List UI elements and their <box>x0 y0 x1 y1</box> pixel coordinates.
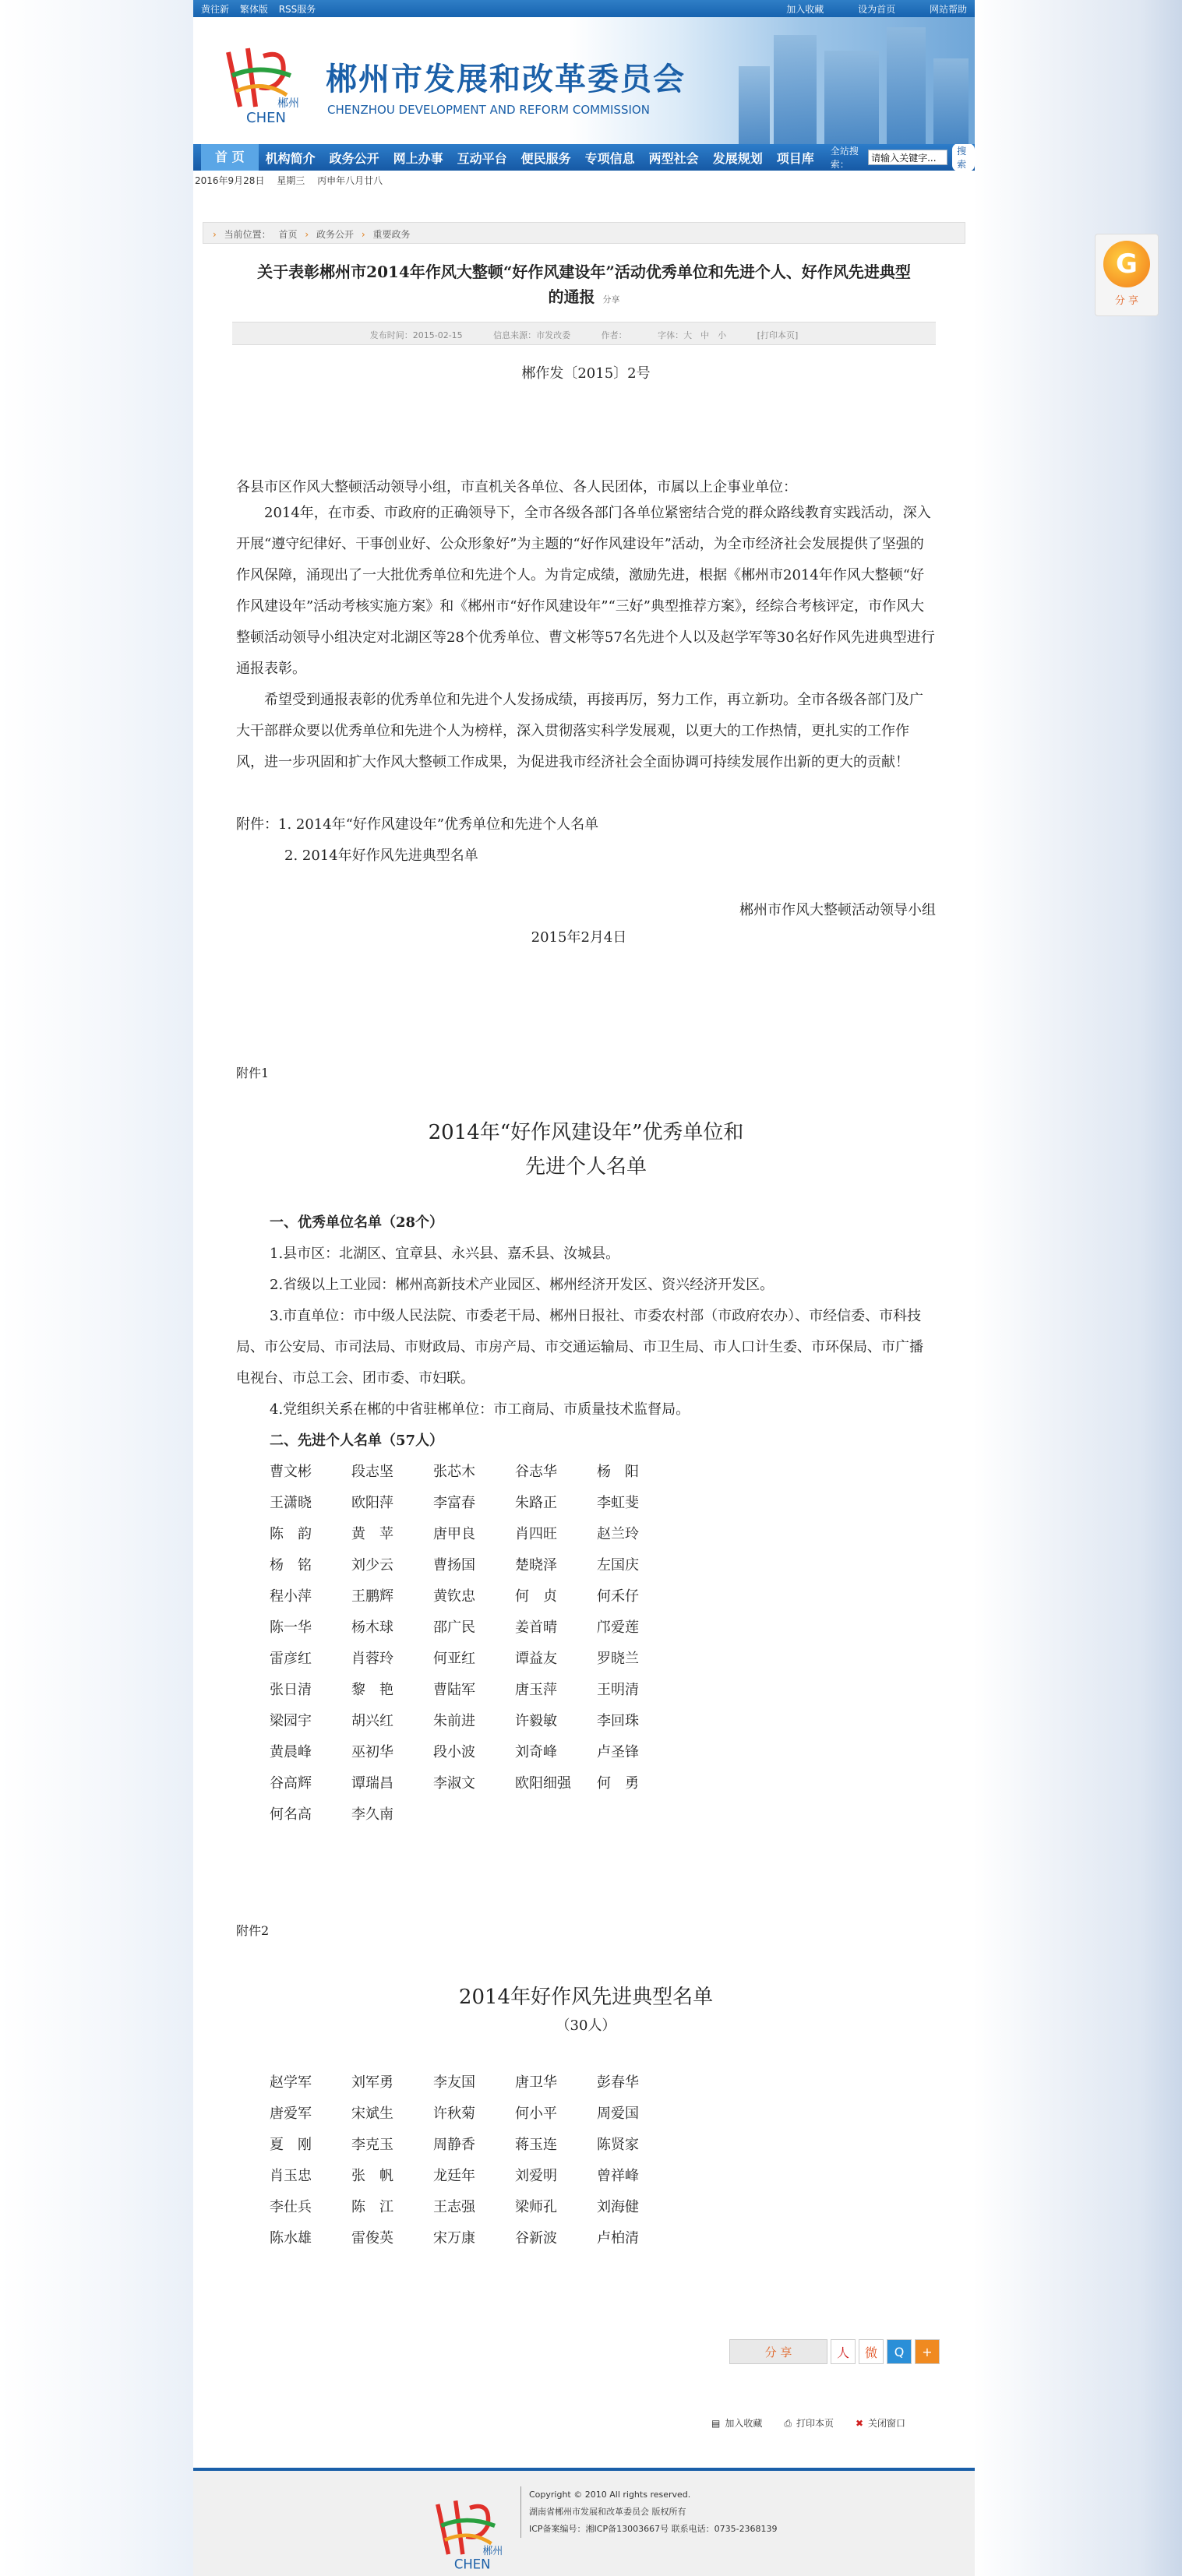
person-name: 黄钦忠 <box>433 1588 475 1605</box>
person-name: 邝爱莲 <box>597 1619 639 1636</box>
article-content <box>193 362 975 2254</box>
person-name: 梁园宇 <box>270 1713 312 1729</box>
person-name: 卢柏清 <box>597 2230 639 2247</box>
annex-title <box>236 1115 936 1184</box>
top-link[interactable]: RSS服务 <box>278 3 316 15</box>
footer <box>193 2468 975 2576</box>
person-name: 李回珠 <box>597 1713 639 1729</box>
person-name: 梁师孔 <box>515 2199 557 2215</box>
person-name: 何禾仔 <box>597 1588 639 1605</box>
nav-item-public-services[interactable]: 便民服务 <box>520 150 571 166</box>
unit-item: 1.县市区：北湖区、宜章县、永兴县、嘉禾县、汝城县。 <box>270 1246 620 1262</box>
article-title-line: 关于表彰郴州市2014年作风大整顿“好作风建设年”活动优秀单位和先进个人、好作风先进典型 <box>257 263 911 281</box>
footer-text <box>520 2486 778 2538</box>
signature-date: 2015年2月4日 <box>531 929 627 946</box>
page-container <box>193 0 975 2576</box>
person-name: 杨 铭 <box>270 1557 312 1573</box>
top-link[interactable]: 黄往新 <box>201 3 230 15</box>
favorite-icon: ▤ <box>711 2418 721 2429</box>
attachment-item: 附件：1. 2014年“好作风建设年”优秀单位和先进个人名单 <box>236 816 599 833</box>
nav-item-online-services[interactable]: 网上办事 <box>393 150 443 166</box>
weibo-share-icon[interactable]: 微 <box>859 2339 884 2364</box>
person-name: 谭瑞昌 <box>351 1775 393 1792</box>
person-name: 谷志华 <box>515 1464 557 1480</box>
section-heading: 二、先进个人名单（57人） <box>270 1432 444 1449</box>
person-name: 唐爱军 <box>270 2106 312 2122</box>
building-graphic <box>824 51 879 144</box>
person-name: 唐卫华 <box>515 2074 557 2091</box>
search-input[interactable] <box>868 150 947 165</box>
person-name: 赵学军 <box>270 2074 312 2091</box>
person-name: 龙廷年 <box>433 2168 475 2184</box>
person-name: 陈水雄 <box>270 2230 312 2247</box>
breadcrumb-item[interactable]: 首页 <box>278 229 298 240</box>
person-name: 何小平 <box>515 2106 557 2122</box>
person-name: 王志强 <box>433 2199 475 2215</box>
footer-logo <box>427 2486 513 2572</box>
person-name: 王鹏辉 <box>351 1588 393 1605</box>
person-name: 何 贞 <box>515 1588 557 1605</box>
print-tool[interactable] <box>784 2416 834 2430</box>
person-name: 谷高辉 <box>270 1775 312 1792</box>
person-name: 欧阳细强 <box>515 1775 571 1792</box>
tool-label: 关闭窗口 <box>868 2418 906 2429</box>
attachment-item: 2. 2014年好作风先进典型名单 <box>284 848 478 864</box>
site-subtitle: CHENZHOU DEVELOPMENT AND REFORM COMMISSION <box>327 103 650 117</box>
person-name: 陈 江 <box>351 2199 393 2215</box>
person-name: 胡兴红 <box>351 1713 393 1729</box>
person-name: 肖玉忠 <box>270 2168 312 2184</box>
person-name: 谭益友 <box>515 1651 557 1667</box>
signature: 郴州市作风大整顿活动领导小组 <box>739 902 936 918</box>
section-heading: 一、优秀单位名单（28个） <box>270 1214 444 1231</box>
site-banner <box>193 17 975 144</box>
print-link[interactable]: [打印本页] <box>757 330 799 340</box>
annex-label: 附件1 <box>236 1066 270 1080</box>
nav-item-about[interactable]: 机构简介 <box>265 150 316 166</box>
floating-share-button[interactable] <box>1095 234 1159 316</box>
search-label: 全站搜索： <box>830 146 859 170</box>
person-name: 陈 韵 <box>270 1526 312 1542</box>
person-name: 卢圣锋 <box>597 1744 639 1760</box>
person-name: 李虹斐 <box>597 1495 639 1511</box>
person-name: 刘少云 <box>351 1557 393 1573</box>
renren-share-icon[interactable]: 人 <box>831 2339 856 2364</box>
body-paragraph: 希望受到通报表彰的优秀单位和先进个人发扬成绩，再接再厉，努力工作，再立新功。全市各级各部门及广大干部群众要以优秀单位和先进个人为榜样，深入贯彻落实科学发展观，以更大的工作热情，更扎实的工作作风，进一步巩固和扩大作风大整顿工作成果，为促进我市经济社会全面协调可持续发展作出新的更大的贡献！ <box>236 692 923 770</box>
unit-item: 4.党组织关系在郴的中省驻郴单位：市工商局、市质量技术监督局。 <box>270 1401 690 1418</box>
close-window-tool[interactable] <box>856 2416 905 2430</box>
person-name: 楚晓泽 <box>515 1557 557 1573</box>
person-name: 杨 阳 <box>597 1464 639 1480</box>
person-name: 谷新波 <box>515 2230 557 2247</box>
person-name: 雷俊英 <box>351 2230 393 2247</box>
owner: 湖南省郴州市发展和改革委员会 版权所有 <box>529 2507 686 2517</box>
page-tools <box>711 2416 905 2430</box>
qzone-share-icon[interactable]: Q <box>887 2339 912 2364</box>
person-name: 王潇晓 <box>270 1495 312 1511</box>
person-name: 曹陆军 <box>433 1682 475 1698</box>
help-link[interactable]: 网站帮助 <box>929 3 967 15</box>
typical-names <box>236 2067 936 2254</box>
breadcrumb-item[interactable]: 重要政务 <box>372 229 411 240</box>
person-name: 许秋菊 <box>433 2106 475 2122</box>
article-title <box>242 259 927 312</box>
close-icon: ✖ <box>855 2418 864 2429</box>
share-label: 分 享 <box>764 2345 792 2359</box>
person-name: 左国庆 <box>597 1557 639 1573</box>
set-homepage-link[interactable]: 设为首页 <box>858 3 896 15</box>
person-name: 宋斌生 <box>351 2106 393 2122</box>
building-graphic <box>887 27 926 144</box>
share-bar <box>729 2339 940 2364</box>
person-name: 曹扬国 <box>433 1557 475 1573</box>
breadcrumb-separator-icon: › <box>305 229 309 240</box>
person-name: 张 帆 <box>351 2168 393 2184</box>
share-link-small[interactable]: 分享 <box>602 294 620 305</box>
person-name: 朱前进 <box>433 1713 475 1729</box>
person-name: 巫初华 <box>351 1744 393 1760</box>
person-name: 朱路正 <box>515 1495 557 1511</box>
breadcrumb-item[interactable]: 政务公开 <box>316 229 354 240</box>
person-name: 段小波 <box>433 1744 475 1760</box>
nav-item-gov-affairs[interactable]: 政务公开 <box>329 150 379 166</box>
top-bar <box>193 0 975 17</box>
date-bar <box>193 171 975 188</box>
info-source: 信息来源：市发改委 <box>493 330 571 340</box>
breadcrumb-separator-icon: › <box>361 229 365 240</box>
search-area <box>831 143 975 171</box>
site-title: 郴州市发展和改革委员会 <box>326 61 686 97</box>
nav-item-two-type-society[interactable]: 两型社会 <box>648 150 699 166</box>
annex-title-line: 2014年“好作风建设年”优秀单位和 <box>428 1121 744 1144</box>
person-name: 彭春华 <box>597 2074 639 2091</box>
copyright: Copyright © 2010 All rights reserved. <box>529 2490 691 2500</box>
nav-item-projects[interactable]: 项目库 <box>776 150 814 166</box>
person-name: 黎 艳 <box>351 1682 393 1698</box>
person-name: 程小萍 <box>270 1588 312 1605</box>
person-name: 杨木球 <box>351 1619 393 1636</box>
unit-item: 2.省级以上工业园：郴州高新技术产业园区、郴州经济开发区、资兴经济开发区。 <box>270 1277 774 1293</box>
top-right-links <box>755 2 967 16</box>
annex-title: 2014年好作风先进典型名单 <box>458 1986 714 2009</box>
top-link[interactable]: 繁体版 <box>239 3 268 15</box>
add-favorite-tool[interactable] <box>711 2416 762 2430</box>
logo-text-bottom: CHEN <box>246 110 286 126</box>
person-name: 周静香 <box>433 2137 475 2153</box>
lunar-date-text: 丙申年八月廿八 <box>317 175 383 186</box>
print-icon: ⎙ <box>784 2418 792 2429</box>
nav-item-interaction[interactable]: 互动平台 <box>457 150 507 166</box>
more-share-icon[interactable]: + <box>915 2339 940 2364</box>
site-logo <box>217 33 310 126</box>
person-name: 赵兰玲 <box>597 1526 639 1542</box>
person-name: 姜首晴 <box>515 1619 557 1636</box>
breadcrumb <box>203 222 965 244</box>
attachments <box>236 809 936 872</box>
person-name: 曾祥峰 <box>597 2168 639 2184</box>
person-name: 邵广民 <box>433 1619 475 1636</box>
body-paragraph: 2014年，在市委、市政府的正确领导下，全市各级各部门各单位紧密结合党的群众路线教育实践活动，深入开展“遵守纪律好、干事创业好、公众形象好”为主题的“好作风建设年”活动，为全市经济社会发展提供了坚强的作风保障，涌现出了一大批优秀单位和先进个人。为肯定成绩，激励先进，根据《郴州市2014年作风大整顿“好作风建设年”活动考核实施方案》和《郴州市“好作风建设年”“三好”典型推荐方案》，经综合考核评定，市作风大整顿活动领导小组决定对北湖区等28个优秀单位、曹文彬等57名先进个人以及赵学军等30名好作风先进典型进行通报表彰。 <box>236 505 935 677</box>
share-button[interactable] <box>729 2339 827 2364</box>
person-name: 李淑文 <box>433 1775 475 1792</box>
nav-item-planning[interactable]: 发展规划 <box>712 150 763 166</box>
person-name: 唐玉萍 <box>515 1682 557 1698</box>
breadcrumb-label: 当前位置： <box>224 229 271 240</box>
person-name: 肖四旺 <box>515 1526 557 1542</box>
person-name: 张日清 <box>270 1682 312 1698</box>
logo-text-top: 郴州 <box>277 97 299 110</box>
person-name: 宋万康 <box>433 2230 475 2247</box>
person-name: 欧阳萍 <box>351 1495 393 1511</box>
floating-share-label: 分 享 <box>1114 295 1139 307</box>
main-nav <box>193 144 975 171</box>
weekday-text: 星期三 <box>277 175 305 186</box>
person-name: 黄晨峰 <box>270 1744 312 1760</box>
person-name: 刘奇峰 <box>515 1744 557 1760</box>
nav-item-home[interactable]: 首 页 <box>201 144 259 171</box>
date-text: 2016年9月28日 <box>195 175 265 186</box>
person-name: 李久南 <box>351 1806 393 1823</box>
person-name: 黄 苹 <box>351 1526 393 1542</box>
person-name: 罗晓兰 <box>597 1651 639 1667</box>
tool-label: 打印本页 <box>796 2418 834 2429</box>
publish-time: 发布时间：2015-02-15 <box>369 330 463 340</box>
annex-label: 附件2 <box>236 1923 270 1938</box>
unit-item: 3.市直单位：市中级人民法院、市委老干局、郴州日报社、市委农村部（市政府农办）、市经信委、市科技局、市公安局、市司法局、市财政局、市房产局、市交通运输局、市卫生局、市人口计生委、市环保局、市广播电视台、市总工会、团市委、市妇联。 <box>236 1308 923 1387</box>
article-title-line: 的通报 <box>548 287 595 306</box>
add-favorite-link[interactable]: 加入收藏 <box>786 3 824 15</box>
person-name: 许毅敏 <box>515 1713 557 1729</box>
footer-logo-text-top: 郴州 <box>482 2546 503 2558</box>
person-name: 王明清 <box>597 1682 639 1698</box>
person-name: 段志坚 <box>351 1464 393 1480</box>
icp-record: ICP备案编号：湘ICP备13003667号 联系电话：0735-2368139 <box>529 2524 778 2534</box>
document-number: 郴作发〔2015〕2号 <box>521 365 651 382</box>
person-name: 李仕兵 <box>270 2199 312 2215</box>
person-name: 陈一华 <box>270 1619 312 1636</box>
nav-item-special-info[interactable]: 专项信息 <box>584 150 635 166</box>
person-name: 刘爱明 <box>515 2168 557 2184</box>
person-name: 何名高 <box>270 1806 312 1823</box>
person-name: 李克玉 <box>351 2137 393 2153</box>
person-name: 雷彦红 <box>270 1651 312 1667</box>
person-name: 肖蓉玲 <box>351 1651 393 1667</box>
person-name: 何亚红 <box>433 1651 475 1667</box>
tool-label: 加入收藏 <box>725 2418 763 2429</box>
addressee: 各县市区作风大整顿活动领导小组，市直机关各单位、各人民团体，市属以上企事业单位： <box>236 479 797 495</box>
building-graphic <box>933 58 969 144</box>
building-graphic <box>774 35 817 144</box>
person-name: 蒋玉连 <box>515 2137 557 2153</box>
person-name: 刘军勇 <box>351 2074 393 2091</box>
person-name: 夏 刚 <box>270 2137 312 2153</box>
person-name: 唐甲良 <box>433 1526 475 1542</box>
person-name: 周爱国 <box>597 2106 639 2122</box>
author: 作者： <box>601 330 627 340</box>
left-background <box>0 0 193 2576</box>
share-icon: G <box>1103 241 1150 287</box>
person-name: 刘海健 <box>597 2199 639 2215</box>
person-name: 张芯木 <box>433 1464 475 1480</box>
breadcrumb-arrow-icon: › <box>213 229 217 240</box>
search-button[interactable]: 搜索 <box>952 143 975 171</box>
article-meta <box>232 322 936 345</box>
annex-title-line: 先进个人名单 <box>524 1155 647 1179</box>
right-background <box>973 0 1182 2576</box>
person-name: 李友国 <box>433 2074 475 2091</box>
person-name: 何 勇 <box>597 1775 639 1792</box>
font-size-selector[interactable]: 字体：大 中 小 <box>658 330 727 340</box>
person-name: 李富春 <box>433 1495 475 1511</box>
top-links <box>201 2 323 16</box>
person-name: 曹文彬 <box>270 1464 312 1480</box>
individual-names <box>236 1457 936 1831</box>
footer-logo-text-bottom: CHEN <box>453 2557 491 2572</box>
building-graphic <box>739 66 770 144</box>
annex-count: （30人） <box>556 2017 616 2034</box>
person-name: 陈贤家 <box>597 2137 639 2153</box>
